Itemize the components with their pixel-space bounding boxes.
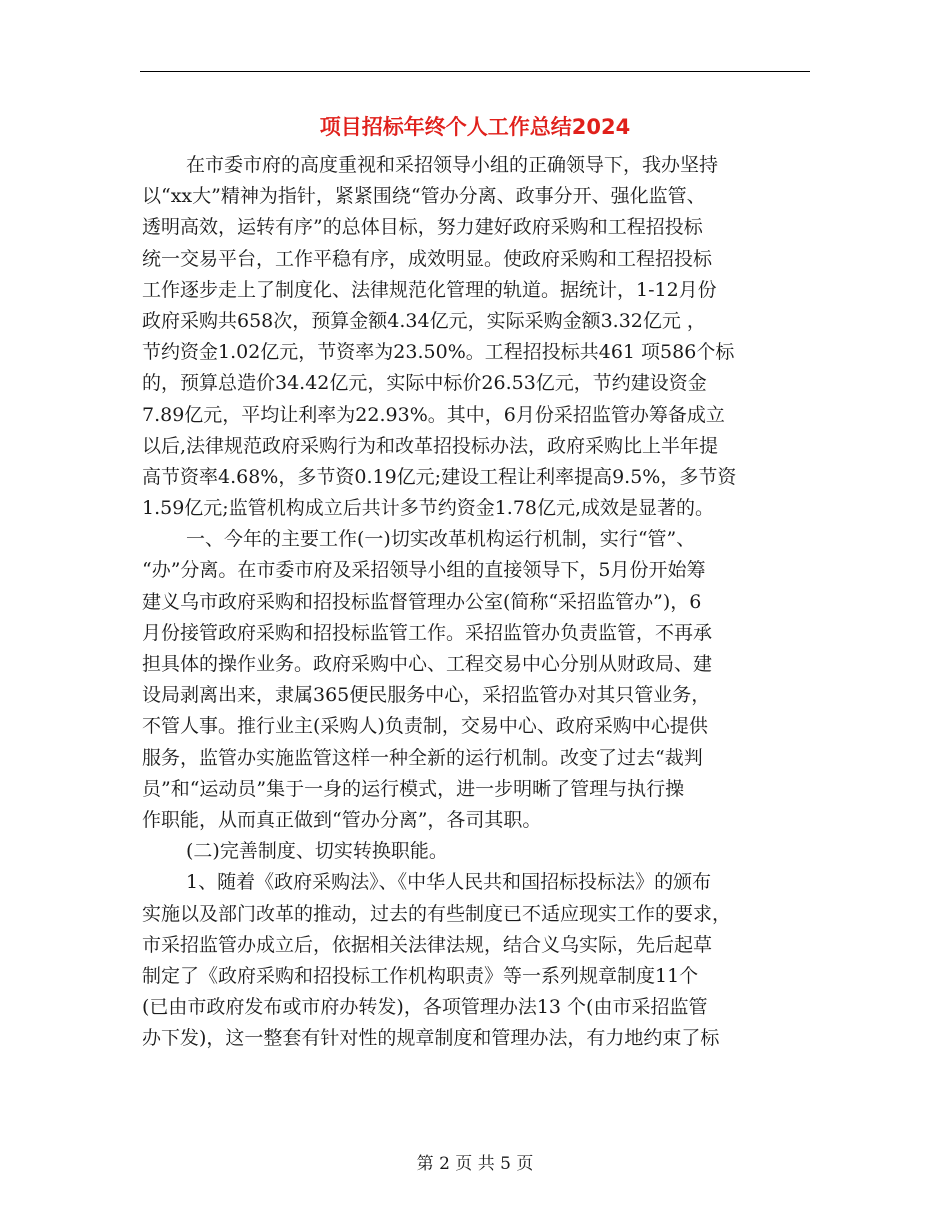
body-line: 工作逐步走上了制度化、法律规范化管理的轨道。据统计，1-12月份 bbox=[142, 278, 717, 301]
document-body bbox=[142, 150, 810, 1054]
body-line: (二)完善制度、切实转换职能。 bbox=[186, 840, 448, 863]
body-line: 不管人事。推行业主(采购人)负责制，交易中心、政府采购中心提供 bbox=[142, 715, 708, 738]
page-number: 第 2 页 共 5 页 bbox=[416, 1154, 534, 1174]
body-line: 在市委市府的高度重视和采招领导小组的正确领导下，我办坚持 bbox=[186, 154, 719, 176]
body-line: 以后,法律规范政府采购行为和改革招投标办法，政府采购比上半年提 bbox=[142, 434, 719, 457]
body-line: 1.59亿元;监管机构成立后共计多节约资金1.78亿元,成效是显著的。 bbox=[142, 497, 715, 520]
header-rule bbox=[140, 71, 810, 72]
body-line: 月份接管政府采购和招投标监管工作。采招监管办负责监管，不再承 bbox=[142, 621, 713, 644]
body-line: 的，预算总造价34.42亿元，实际中标价26.53亿元，节约建设资金 bbox=[142, 372, 707, 395]
body-line: 7.89亿元，平均让利率为22.93%。其中，6月份采招监管办筹备成立 bbox=[142, 403, 725, 426]
body-line: 制定了《政府采购和招投标工作机构职责》等一系列规章制度11个 bbox=[142, 964, 699, 987]
body-line: 作职能，从而真正做到“管办分离”，各司其职。 bbox=[142, 808, 542, 831]
body-line: 透明高效，运转有序”的总体目标，努力建好政府采购和工程招投标 bbox=[142, 216, 703, 239]
body-line: 担具体的操作业务。政府采购中心、工程交易中心分别从财政局、建 bbox=[142, 653, 713, 675]
body-line: 设局剥离出来，隶属365便民服务中心，采招监管办对其只管业务， bbox=[142, 684, 711, 707]
body-line: 建义乌市政府采购和招投标监督管理办公室(简称“采招监管办”)，6 bbox=[142, 590, 702, 613]
body-line: 市采招监管办成立后，依据相关法律法规，结合义乌实际，先后起草 bbox=[142, 933, 713, 956]
body-line: 服务，监管办实施监管这样一种全新的运行机制。改变了过去“裁判 bbox=[142, 746, 703, 769]
body-line: 以“xx大”精神为指针，紧紧围绕“管办分离、政事分开、强化监管、 bbox=[142, 185, 706, 208]
body-line: (已由市政府发布或市府办转发)，各项管理办法13 个(由市采招监管 bbox=[142, 996, 708, 1019]
body-line: 节约资金1.02亿元，节资率为23.50%。工程招投标共461 项586个标 bbox=[142, 341, 735, 364]
body-line: 统一交易平台，工作平稳有序，成效明显。使政府采购和工程招投标 bbox=[142, 247, 713, 270]
body-line: 一、今年的主要工作(一)切实改革机构运行机制，实行“管”、 bbox=[186, 528, 696, 551]
body-line: 办下发)，这一整套有针对性的规章制度和管理办法，有力地约束了标 bbox=[142, 1027, 720, 1050]
body-line: 实施以及部门改革的推动，过去的有些制度已不适应现实工作的要求， bbox=[142, 902, 732, 925]
body-line: “办”分离。在市委市府及采招领导小组的直接领导下，5月份开始筹 bbox=[142, 559, 706, 582]
body-line: 政府采购共658次，预算金额4.34亿元，实际采购金额3.32亿元 ， bbox=[142, 309, 706, 332]
body-line: 员”和“运动员”集于一身的运行模式，进一步明晰了管理与执行操 bbox=[142, 777, 685, 800]
document-title: 项目招标年终个人工作总结2024 bbox=[319, 115, 631, 139]
body-line: 1、随着《政府采购法》、《中华人民共和国招标投标法》的颁布 bbox=[186, 871, 712, 894]
body-line: 高节资率4.68%，多节资0.19亿元;建设工程让利率提高9.5%，多节资 bbox=[142, 465, 737, 488]
